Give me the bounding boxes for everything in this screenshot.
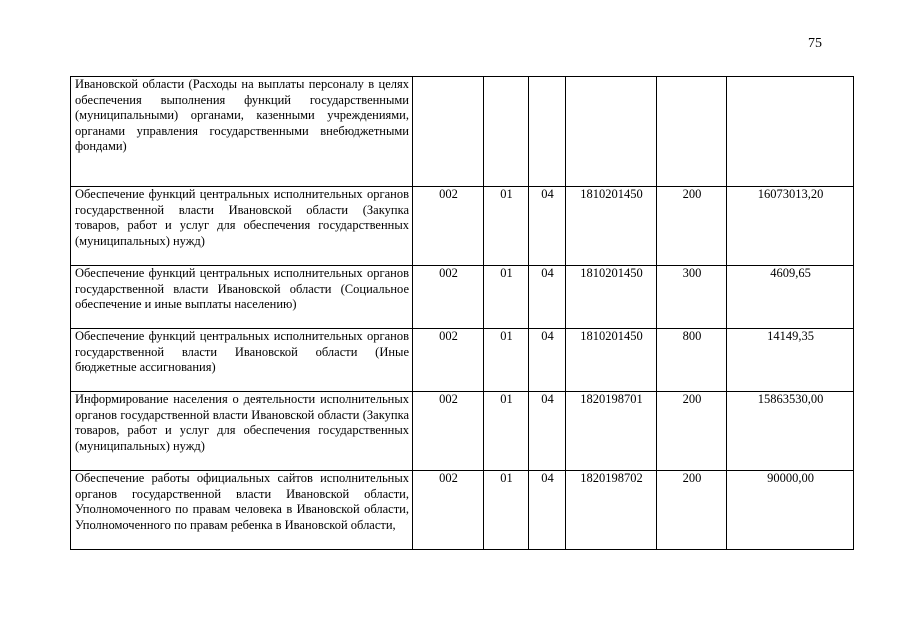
subsection-code-cell xyxy=(529,77,566,187)
subsection-code-cell: 04 xyxy=(529,392,566,471)
section-code-cell: 01 xyxy=(484,329,529,392)
target-article-cell xyxy=(566,77,657,187)
row-name-cell: Обеспечение функций центральных исполнительных органов государственной власти Ивановской области (Закупка товаров, работ и услуг для обеспечения государственных (муниципальных) нужд) xyxy=(71,187,413,266)
table-row xyxy=(71,187,854,266)
admin-code-cell: 002 xyxy=(413,266,484,329)
row-name-cell: Обеспечение работы официальных сайтов исполнительных органов государственной власти Ивановской области, Уполномоченного по правам человека в Ивановской области, Уполномоченного по правам ребенка в Ивановской области, xyxy=(71,471,413,550)
expense-type-cell: 300 xyxy=(657,266,727,329)
expense-type-cell: 200 xyxy=(657,392,727,471)
amount-cell: 15863530,00 xyxy=(727,392,854,471)
page-number: 75 xyxy=(808,36,822,51)
budget-table xyxy=(70,76,854,550)
subsection-code-cell: 04 xyxy=(529,266,566,329)
section-code-cell xyxy=(484,77,529,187)
target-article-cell: 1820198702 xyxy=(566,471,657,550)
admin-code-cell: 002 xyxy=(413,392,484,471)
expense-type-cell xyxy=(657,77,727,187)
target-article-cell: 1820198701 xyxy=(566,392,657,471)
amount-cell: 16073013,20 xyxy=(727,187,854,266)
amount-cell: 4609,65 xyxy=(727,266,854,329)
row-name-cell: Обеспечение функций центральных исполнительных органов государственной власти Ивановской области (Социальное обеспечение и иные выплаты населению) xyxy=(71,266,413,329)
admin-code-cell: 002 xyxy=(413,187,484,266)
admin-code-cell: 002 xyxy=(413,471,484,550)
subsection-code-cell: 04 xyxy=(529,329,566,392)
row-name-cell: Информирование населения о деятельности исполнительных органов государственной власти Ивановской области (Закупка товаров, работ и услуг для обеспечения государственных (муниципальных) нужд) xyxy=(71,392,413,471)
amount-cell xyxy=(727,77,854,187)
amount-cell: 90000,00 xyxy=(727,471,854,550)
expense-type-cell: 800 xyxy=(657,329,727,392)
table-row xyxy=(71,77,854,187)
section-code-cell: 01 xyxy=(484,266,529,329)
row-name-cell: Ивановской области (Расходы на выплаты персоналу в целях обеспечения выполнения функций государственными (муниципальными) органами, казенными учреждениями, органами управления государственными внебюджетными фондами) xyxy=(71,77,413,187)
section-code-cell: 01 xyxy=(484,392,529,471)
admin-code-cell: 002 xyxy=(413,329,484,392)
table-row xyxy=(71,471,854,550)
table-row xyxy=(71,392,854,471)
table-row xyxy=(71,329,854,392)
expense-type-cell: 200 xyxy=(657,187,727,266)
section-code-cell: 01 xyxy=(484,471,529,550)
section-code-cell: 01 xyxy=(484,187,529,266)
row-name-cell: Обеспечение функций центральных исполнительных органов государственной власти Ивановской области (Иные бюджетные ассигнования) xyxy=(71,329,413,392)
expense-type-cell: 200 xyxy=(657,471,727,550)
amount-cell: 14149,35 xyxy=(727,329,854,392)
admin-code-cell xyxy=(413,77,484,187)
subsection-code-cell: 04 xyxy=(529,187,566,266)
target-article-cell: 1810201450 xyxy=(566,266,657,329)
target-article-cell: 1810201450 xyxy=(566,329,657,392)
subsection-code-cell: 04 xyxy=(529,471,566,550)
target-article-cell: 1810201450 xyxy=(566,187,657,266)
table-row xyxy=(71,266,854,329)
